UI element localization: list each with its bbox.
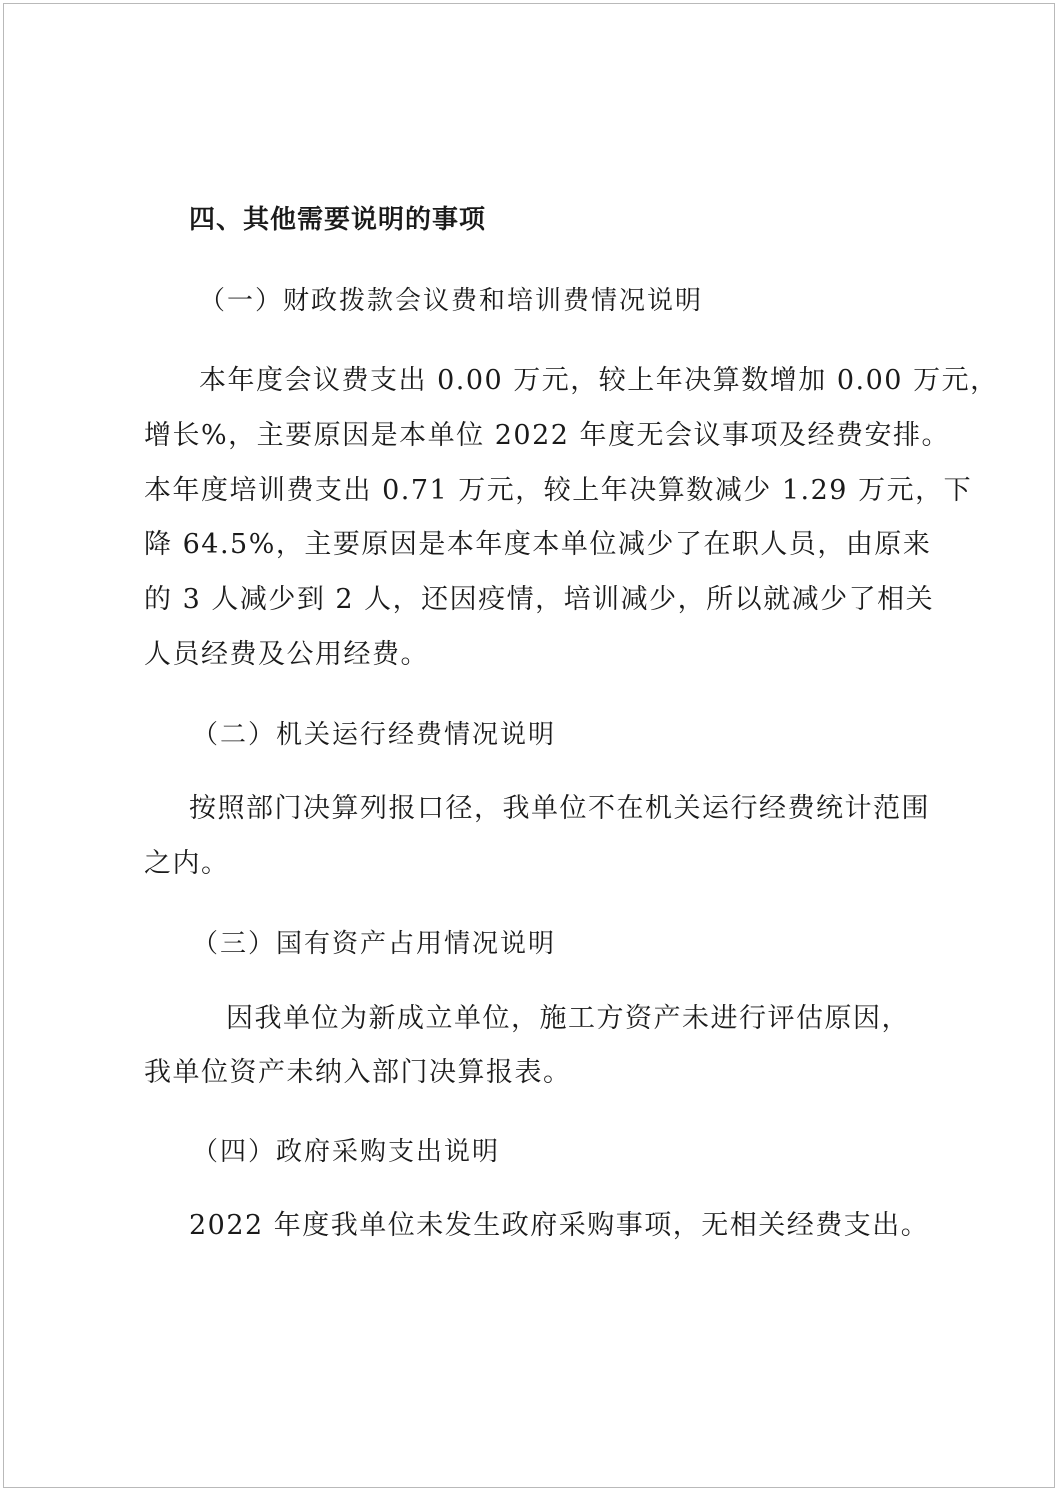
paragraph-line: 之内。 [144,848,230,879]
paragraph-line: 的 3 人减少到 2 人，还因疫情，培训减少，所以就减少了相关 [144,584,935,615]
section-title: 四、其他需要说明的事项 [189,205,487,235]
paragraph-line: 增长%，主要原因是本单位 2022 年度无会议事项及经费安排。 [144,420,951,451]
paragraph-line: 2022 年度我单位未发生政府采购事项，无相关经费支出。 [189,1210,930,1241]
document-page [3,3,1055,1488]
paragraph-line: 按照部门决算列报口径，我单位不在机关运行经费统计范围 [189,793,930,824]
paragraph-line: 因我单位为新成立单位，施工方资产未进行评估原因， [226,1003,910,1034]
subsection-title-1: （一）财政拨款会议费和培训费情况说明 [199,286,704,316]
paragraph-line: 本年度会议费支出 0.00 万元，较上年决算数增加 0.00 万元， [199,365,999,396]
paragraph-line: 降 64.5%，主要原因是本年度本单位减少了在职人员，由原来 [144,529,932,560]
paragraph-line: 本年度培训费支出 0.71 万元，较上年决算数减少 1.29 万元，下 [144,475,973,506]
paragraph-line: 我单位资产未纳入部门决算报表。 [144,1057,572,1088]
paragraph-line: 人员经费及公用经费。 [144,639,429,670]
subsection-title-3: （三）国有资产占用情况说明 [192,929,557,959]
subsection-title-4: （四）政府采购支出说明 [192,1137,501,1167]
subsection-title-2: （二）机关运行经费情况说明 [192,720,557,750]
